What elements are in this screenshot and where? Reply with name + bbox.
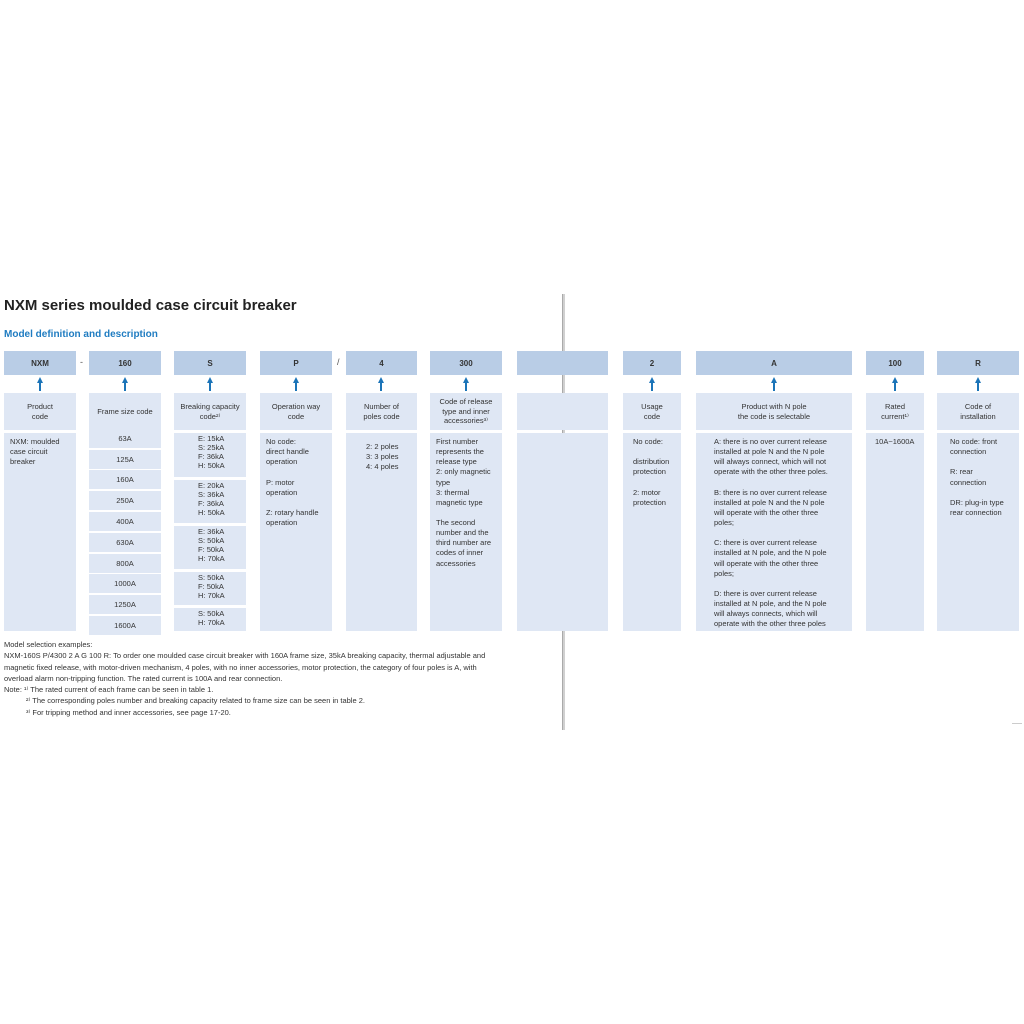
frame-size-cell: 250A [89, 491, 161, 510]
desc-operation: No code: direct handle operation P: motor operation Z: rotary handle operation [260, 433, 332, 631]
capacity-cell: E: 20kA S: 36kA F: 36kA H: 50kA [174, 480, 246, 523]
frame-size-cell: 400A [89, 512, 161, 531]
arrow-up-icon [293, 377, 299, 383]
note-line: Note: ¹⁾ The rated current of each frame can be seen in table 1. [4, 685, 214, 694]
desc-poles: 2: 2 poles 3: 3 poles 4: 4 poles [346, 433, 417, 631]
label-product-code: Product code [4, 393, 76, 430]
frame-size-cell: 1250A [89, 595, 161, 614]
example-line: NXM-160S P/4300 2 A G 100 R: To order one moulded case circuit breaker with 160A frame size, 35kA breaking capacity, thermal adjustable and [4, 651, 486, 661]
desc-release: First number represents the release type 2: only magnetic type 3: thermal magnetic type The second number and the third number are codes of inner accessories [430, 433, 502, 631]
code-box-100: 100 [866, 351, 924, 375]
corner-mark [1012, 723, 1022, 724]
frame-size-cell: 160A [89, 470, 161, 489]
code-box-160: 160 [89, 351, 161, 375]
code-box-s: S [174, 351, 246, 375]
code-box-nxm: NXM [4, 351, 76, 375]
code-box-blank [517, 351, 608, 375]
arrow-up-icon [463, 377, 469, 383]
code-box-a: A [696, 351, 852, 375]
code-box-300: 300 [430, 351, 502, 375]
example-line: magnetic fixed release, with motor-driven mechanism, 4 poles, with no inner accessories, motor protection, the category of four poles is A, with [4, 662, 477, 672]
arrow-up-icon [771, 377, 777, 383]
desc-blank [517, 433, 608, 631]
label-release-code: Code of release type and inner accessories³⁾ [430, 393, 502, 430]
examples-heading: Model selection examples: [4, 640, 93, 649]
capacity-cell: E: 36kA S: 50kA F: 50kA H: 70kA [174, 526, 246, 569]
frame-size-cell: 1600A [89, 616, 161, 635]
note-line: ²⁾ The corresponding poles number and breaking capacity related to frame size can be seen in table 2. [26, 696, 365, 706]
capacity-cell: E: 15kA S: 25kA F: 36kA H: 50kA [174, 433, 246, 477]
label-breaking-capacity-code: Breaking capacity code²⁾ [174, 393, 246, 430]
desc-installation: No code: front connection R: rear connection DR: plug-in type rear connection [937, 433, 1019, 631]
desc-usage: No code: distribution protection 2: motor protection [623, 433, 681, 631]
frame-size-cell: 1000A [89, 574, 161, 593]
section-subtitle: Model definition and description [4, 329, 158, 340]
label-poles-code: Number of poles code [346, 393, 417, 430]
capacity-cell: S: 50kA H: 70kA [174, 608, 246, 631]
desc-product: NXM: moulded case circuit breaker [4, 433, 76, 631]
arrow-up-icon [37, 377, 43, 383]
label-operation-way-code: Operation way code [260, 393, 332, 430]
arrow-up-icon [975, 377, 981, 383]
note-line: ³⁾ For tripping method and inner accessories, see page 17-20. [26, 707, 231, 717]
arrow-up-icon [378, 377, 384, 383]
footer-notes [4, 639, 485, 718]
arrow-up-icon [649, 377, 655, 383]
desc-rated-current: 10A~1600A [866, 433, 924, 631]
page-title: NXM series moulded case circuit breaker [4, 297, 297, 314]
dash-separator: - [80, 357, 83, 367]
label-n-pole: Product with N pole the code is selectable [696, 393, 852, 430]
arrow-up-icon [122, 377, 128, 383]
capacity-cell: S: 50kA F: 50kA H: 70kA [174, 572, 246, 605]
arrow-up-icon [892, 377, 898, 383]
frame-size-cell: 630A [89, 533, 161, 552]
slash-separator: / [337, 357, 340, 367]
example-line: overload alarm non-tripping function. The rated current is 100A and rear connection. [4, 673, 283, 683]
code-box-p: P [260, 351, 332, 375]
frame-size-cell: 125A [89, 450, 161, 469]
frame-size-cell: 63A [89, 429, 161, 448]
desc-n-pole: A: there is no over current release installed at pole N and the N pole will always connect, which will not operate with the other three poles. B: there is no over current release installed at pole N and the N pole will operate with the other three poles; C: there is over current release installed at N pole, and the N pole will operate with the other three poles; D: there is over current release installed at N pole, and the N pole will always connects, which will operate with the other three poles [696, 433, 852, 631]
label-rated-current: Rated current¹⁾ [866, 393, 924, 430]
code-box-2: 2 [623, 351, 681, 375]
label-frame-size-code: Frame size code [89, 393, 161, 430]
frame-size-cell: 800A [89, 554, 161, 573]
code-box-4: 4 [346, 351, 417, 375]
arrow-up-icon [207, 377, 213, 383]
label-installation-code: Code of installation [937, 393, 1019, 430]
label-usage-code: Usage code [623, 393, 681, 430]
label-blank [517, 393, 608, 430]
code-box-r: R [937, 351, 1019, 375]
